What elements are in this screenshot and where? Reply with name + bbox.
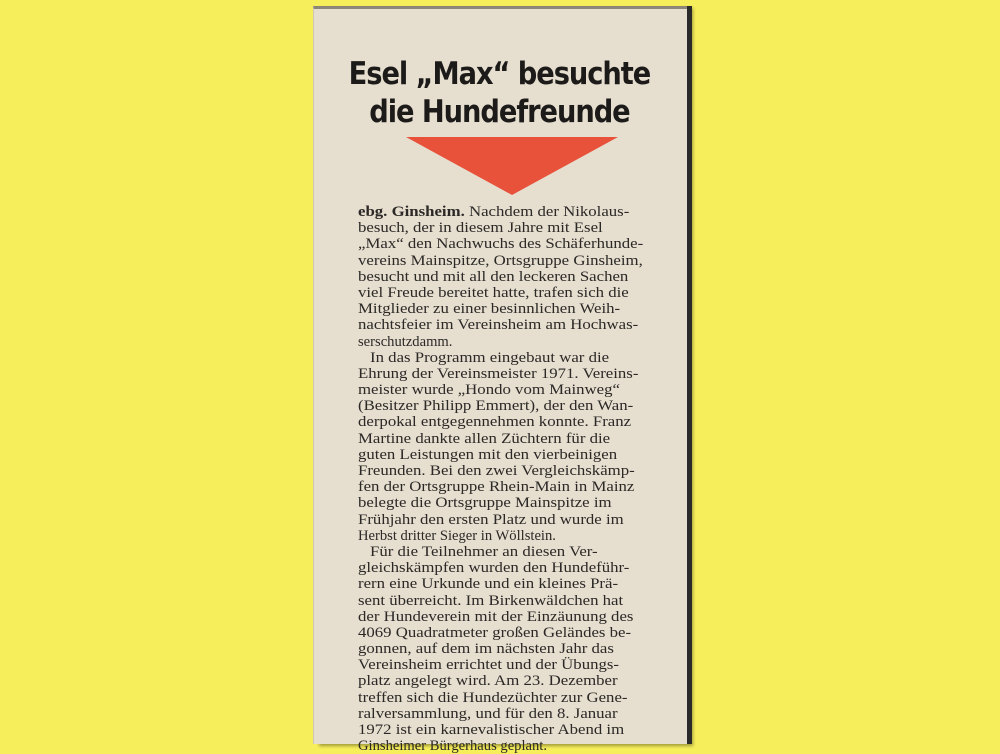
article-line-text: (Besitzer Philipp Emmert), der den Wan-: [358, 398, 634, 415]
dateline: ebg. Ginsheim.: [358, 204, 465, 220]
article-line: [314, 236, 688, 252]
article-line: [314, 609, 688, 625]
article-line: [314, 479, 688, 495]
article-line-text: „Max“ den Nachwuchs des Schäferhunde-: [358, 236, 644, 253]
article-line-text: vereins Mainspitze, Ortsgruppe Ginsheim,: [358, 252, 643, 269]
article-line-text: treffen sich die Hundezüchter zur Gene-: [358, 689, 628, 706]
article-line: [314, 706, 688, 722]
article-body: [314, 204, 688, 754]
article-line: [314, 738, 688, 754]
article-line: [314, 593, 688, 609]
article-line-text: Freunden. Bei den zwei Vergleichskämp-: [358, 463, 635, 479]
article-line-text: besucht und mit all den leckeren Sachen: [358, 268, 629, 285]
article-line-text: serschutzdamm.: [358, 333, 453, 350]
article-line: [314, 414, 688, 430]
article-line: [314, 625, 688, 641]
article-line: [314, 722, 688, 738]
article-line-text: meister wurde „Hondo vom Mainweg“: [358, 382, 620, 399]
article-line-text: ralversammlung, und für den 8. Januar: [358, 705, 618, 722]
article-line-text: Für die Teilnehmer an diesen Ver-: [370, 543, 598, 560]
article-line: [314, 220, 688, 236]
article-line-text: rern eine Urkunde und ein kleines Prä-: [358, 576, 619, 593]
article-line: [314, 576, 688, 592]
article-line-text: 4069 Quadratmeter großen Geländes be-: [358, 624, 632, 641]
article-line-text: fen der Ortsgruppe Rhein-Main in Mainz: [358, 479, 635, 496]
article-line-text: besuch, der in diesem Jahre mit Esel: [358, 220, 603, 237]
article-line-text: Nachdem der Nikolaus-: [468, 204, 630, 220]
article-line: [314, 447, 688, 463]
article-line: [314, 495, 688, 511]
article-line-text: derpokal entgegennehmen konnte. Franz: [358, 414, 632, 431]
article-line: [314, 512, 688, 528]
article-line: [314, 269, 688, 285]
article-line: [314, 641, 688, 657]
article-line-text: viel Freude bereitet hatte, trafen sich die: [358, 284, 629, 301]
article-line: [314, 560, 688, 576]
headline-line-1: Esel „Max“ besuchte: [348, 56, 651, 92]
article-line-text: gonnen, auf dem im nächsten Jahr das: [358, 641, 614, 658]
article-line-text: belegte die Ortsgruppe Mainspitze im: [358, 495, 612, 512]
red-arrow-graphic: [406, 137, 618, 195]
article-line-text: guten Leistungen mit den vierbeinigen: [358, 446, 618, 463]
article-line: [314, 673, 688, 689]
article-line: [314, 350, 688, 366]
article-line: [314, 657, 688, 673]
article-line: [314, 690, 688, 706]
article-line: [314, 463, 688, 479]
article-line: [314, 528, 688, 544]
article-line: [314, 382, 688, 398]
article-line-text: Vereinsheim errichtet und der Übungs-: [358, 657, 619, 674]
article-line-text: sent überreicht. Im Birkenwäldchen hat: [358, 592, 624, 609]
article-line-text: Mitglieder zu einer besinnlichen Weih-: [358, 301, 621, 318]
article-line-text: nachtsfeier im Vereinsheim am Hochwas-: [358, 317, 639, 334]
article-line-text: gleichskämpfen wurden den Hundeführ-: [358, 560, 630, 577]
article-line: [314, 398, 688, 414]
article-line: [314, 317, 688, 333]
article-line-text: Martine dankte allen Züchtern für die: [358, 430, 611, 447]
article-line: [314, 366, 688, 382]
article-line: [314, 204, 688, 220]
article-line: [314, 431, 688, 447]
article-line-content: [358, 204, 629, 220]
article-line-text: Herbst dritter Sieger in Wöllstein.: [358, 527, 556, 544]
article-line: [314, 285, 688, 301]
article-line-text: platz angelegt wird. Am 23. Dezember: [358, 673, 618, 690]
article-line-text: Frühjahr den ersten Platz und wurde im: [358, 511, 624, 528]
article-line: [314, 253, 688, 269]
article-line-text: der Hundeverein mit der Einzäunung des: [358, 608, 634, 625]
newspaper-clipping: [313, 6, 687, 754]
article-line-text: Ginsheimer Bürgerhaus geplant.: [358, 738, 547, 754]
article-line: [314, 301, 688, 317]
article-line: [314, 334, 688, 350]
article-line: [314, 544, 688, 560]
article-line-text: 1972 ist ein karnevalistischer Abend im: [358, 722, 625, 738]
headline-line-2: die Hundefreunde: [369, 94, 630, 130]
article-line-text: Ehrung der Vereinsmeister 1971. Vereins-: [358, 365, 639, 382]
article-line-text: In das Programm eingebaut war die: [370, 349, 610, 366]
headline: [323, 55, 675, 131]
